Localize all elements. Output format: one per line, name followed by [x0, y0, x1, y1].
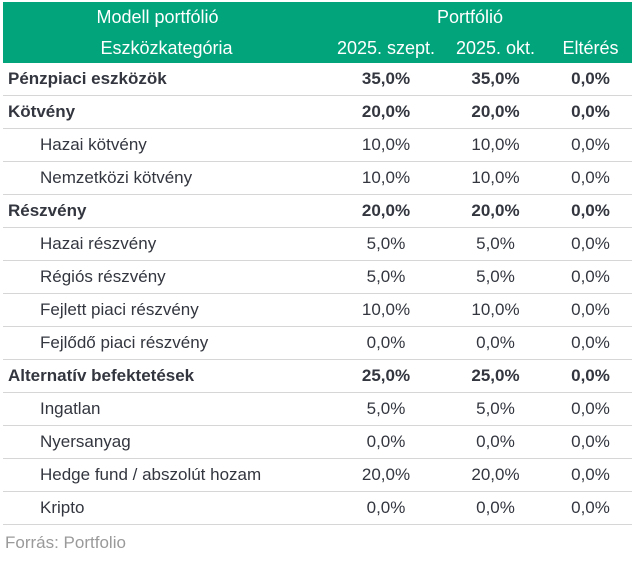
value-okt: 10,0%	[442, 294, 549, 327]
value-elteres: 0,0%	[549, 360, 632, 393]
table-row	[3, 96, 632, 129]
value-okt: 0,0%	[442, 327, 549, 360]
value-sept: 10,0%	[330, 294, 442, 327]
value-elteres: 0,0%	[549, 96, 632, 129]
table-row	[3, 426, 632, 459]
value-okt: 5,0%	[442, 228, 549, 261]
value-elteres: 0,0%	[549, 393, 632, 426]
table-row	[3, 261, 632, 294]
value-elteres: 0,0%	[549, 162, 632, 195]
value-sept: 0,0%	[330, 426, 442, 459]
value-okt: 5,0%	[442, 261, 549, 294]
table-row	[3, 63, 632, 96]
value-sept: 25,0%	[330, 360, 442, 393]
row-label: Kripto	[3, 492, 330, 525]
value-sept: 10,0%	[330, 129, 442, 162]
value-sept: 5,0%	[330, 393, 442, 426]
value-elteres: 0,0%	[549, 129, 632, 162]
row-label: Pénzpiaci eszközök	[3, 63, 330, 96]
table-row	[3, 195, 632, 228]
row-label: Fejlődő piaci részvény	[3, 327, 330, 360]
header-2025-sept: 2025. szept.	[330, 33, 442, 63]
value-elteres: 0,0%	[549, 195, 632, 228]
row-label: Kötvény	[3, 96, 330, 129]
header-portfolio: Portfólió	[330, 2, 632, 33]
value-elteres: 0,0%	[549, 261, 632, 294]
value-elteres: 0,0%	[549, 327, 632, 360]
table-header	[3, 2, 632, 63]
value-sept: 0,0%	[330, 492, 442, 525]
value-elteres: 0,0%	[549, 228, 632, 261]
table-row	[3, 492, 632, 525]
row-label: Fejlett piaci részvény	[3, 294, 330, 327]
header-elteres: Eltérés	[549, 33, 632, 63]
value-okt: 20,0%	[442, 195, 549, 228]
value-sept: 20,0%	[330, 459, 442, 492]
header-group-row	[3, 2, 632, 33]
row-label: Alternatív befektetések	[3, 360, 330, 393]
value-okt: 20,0%	[442, 96, 549, 129]
row-label: Nemzetközi kötvény	[3, 162, 330, 195]
value-okt: 35,0%	[442, 63, 549, 96]
value-sept: 0,0%	[330, 327, 442, 360]
table-row	[3, 360, 632, 393]
header-model-portfolio: Modell portfólió	[3, 2, 330, 33]
allocation-table	[3, 2, 632, 525]
value-sept: 5,0%	[330, 261, 442, 294]
value-okt: 5,0%	[442, 393, 549, 426]
value-elteres: 0,0%	[549, 459, 632, 492]
value-sept: 10,0%	[330, 162, 442, 195]
value-elteres: 0,0%	[549, 492, 632, 525]
table-body	[3, 63, 632, 525]
table-row	[3, 393, 632, 426]
row-label: Hazai részvény	[3, 228, 330, 261]
value-elteres: 0,0%	[549, 63, 632, 96]
table-row	[3, 327, 632, 360]
row-label: Ingatlan	[3, 393, 330, 426]
value-okt: 10,0%	[442, 162, 549, 195]
value-okt: 0,0%	[442, 492, 549, 525]
table-row	[3, 228, 632, 261]
value-okt: 10,0%	[442, 129, 549, 162]
value-sept: 5,0%	[330, 228, 442, 261]
value-okt: 0,0%	[442, 426, 549, 459]
row-label: Régiós részvény	[3, 261, 330, 294]
value-sept: 35,0%	[330, 63, 442, 96]
value-elteres: 0,0%	[549, 426, 632, 459]
header-asset-category: Eszközkategória	[3, 33, 330, 63]
table-row	[3, 459, 632, 492]
header-columns-row	[3, 33, 632, 63]
value-okt: 20,0%	[442, 459, 549, 492]
row-label: Hedge fund / abszolút hozam	[3, 459, 330, 492]
row-label: Hazai kötvény	[3, 129, 330, 162]
table-row	[3, 162, 632, 195]
header-2025-okt: 2025. okt.	[442, 33, 549, 63]
source-note: Forrás: Portfolio	[5, 533, 126, 552]
row-label: Részvény	[3, 195, 330, 228]
table-row	[3, 129, 632, 162]
value-elteres: 0,0%	[549, 294, 632, 327]
value-okt: 25,0%	[442, 360, 549, 393]
value-sept: 20,0%	[330, 195, 442, 228]
value-sept: 20,0%	[330, 96, 442, 129]
row-label: Nyersanyag	[3, 426, 330, 459]
table-row	[3, 294, 632, 327]
